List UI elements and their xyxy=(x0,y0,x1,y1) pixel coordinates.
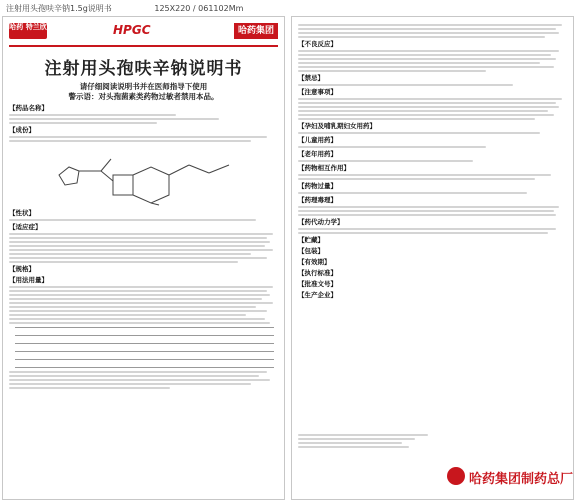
section-heading: 【药物相互作用】 xyxy=(298,164,350,172)
section-indications xyxy=(9,223,278,263)
section-text-placeholder xyxy=(9,370,278,389)
section-heading: 【包装】 xyxy=(298,247,324,255)
section-heading: 【性状】 xyxy=(9,209,35,217)
notice-line-2: 警示语：对头孢菌素类药物过敏者禁用本品。 xyxy=(68,92,219,101)
section-package xyxy=(298,247,567,256)
section-heading: 【药物过量】 xyxy=(298,182,337,190)
section-text-placeholder xyxy=(298,49,567,72)
section-interactions xyxy=(298,164,567,180)
section-description xyxy=(9,209,278,221)
section-geriatric xyxy=(298,150,567,162)
notice-block xyxy=(3,82,284,102)
brand-circle-icon xyxy=(447,467,465,485)
notice-line-1: 请仔细阅读说明书并在医师指导下使用 xyxy=(79,82,208,91)
section-manufacturer xyxy=(298,291,567,300)
section-text-placeholder xyxy=(298,83,567,86)
section-name xyxy=(9,104,278,124)
section-approval xyxy=(298,280,567,289)
section-pediatric xyxy=(298,136,567,148)
section-text-placeholder xyxy=(9,218,278,221)
section-heading: 【注意事项】 xyxy=(298,88,337,96)
section-heading: 【用法用量】 xyxy=(9,276,48,284)
section-heading: 【儿童用药】 xyxy=(298,136,337,144)
section-heading: 【孕妇及哺乳期妇女用药】 xyxy=(298,122,376,130)
table-row xyxy=(15,336,274,344)
section-heading: 【生产企业】 xyxy=(298,291,337,299)
section-heading: 【适应症】 xyxy=(9,223,42,231)
section-text-placeholder xyxy=(9,135,278,142)
leaflet-footer xyxy=(298,433,574,493)
file-header xyxy=(0,0,576,16)
section-heading: 【不良反应】 xyxy=(298,40,337,48)
brand-logo-left: 哈药 特兰欣 xyxy=(9,23,47,39)
section-heading: 【禁忌】 xyxy=(298,74,324,82)
section-pharmacokinetics xyxy=(298,218,567,234)
table-row xyxy=(15,360,274,368)
section-precautions xyxy=(298,88,567,120)
section-heading: 【规格】 xyxy=(9,265,35,273)
chemical-structure xyxy=(9,145,278,207)
chemical-structure-icon xyxy=(39,145,259,207)
spec-text: 125X220 / 061102Mm xyxy=(154,4,244,13)
section-dosage-notes xyxy=(9,370,278,389)
leaflet-sheet xyxy=(0,16,576,500)
footer-brand xyxy=(447,465,574,487)
section-text-placeholder xyxy=(298,227,567,234)
section-ingredients xyxy=(9,126,278,142)
section-heading: 【批准文号】 xyxy=(298,280,337,288)
section-text-placeholder xyxy=(298,145,567,148)
table-row xyxy=(15,344,274,352)
section-pregnancy xyxy=(298,122,567,134)
leaflet-right-column xyxy=(291,16,574,500)
section-text-placeholder xyxy=(298,191,567,194)
section-text-placeholder xyxy=(9,113,278,124)
section-heading: 【老年用药】 xyxy=(298,150,337,158)
section-text-placeholder xyxy=(298,97,567,120)
section-heading: 【贮藏】 xyxy=(298,236,324,244)
section-storage xyxy=(298,236,567,245)
table-row xyxy=(15,328,274,336)
section-expiry xyxy=(298,258,567,267)
section-text-placeholder xyxy=(298,173,567,180)
section-adverse-reactions xyxy=(298,23,567,72)
section-heading: 【药理毒理】 xyxy=(298,196,337,204)
section-overdose xyxy=(298,182,567,194)
section-contraindications xyxy=(298,74,567,86)
manufacturer-text-placeholder xyxy=(298,433,428,448)
section-heading: 【药品名称】 xyxy=(9,104,48,112)
brand-row xyxy=(9,21,278,43)
section-text-placeholder xyxy=(298,205,567,216)
section-standard xyxy=(298,269,567,278)
dosage-table xyxy=(15,327,274,368)
section-text-placeholder xyxy=(9,232,278,263)
brand-logo-hpgc: HPGC xyxy=(113,23,151,37)
section-heading: 【成份】 xyxy=(9,126,35,134)
leaflet-left-column xyxy=(2,16,285,500)
section-pharmacology xyxy=(298,196,567,216)
section-text-placeholder xyxy=(298,159,567,162)
section-heading: 【执行标准】 xyxy=(298,269,337,277)
brand-logo-right: 哈药集团 xyxy=(234,23,278,39)
section-strength xyxy=(9,265,278,274)
footer-brand-name: 哈药集团制药总厂 xyxy=(469,472,574,487)
section-dosage xyxy=(9,276,278,324)
file-name: 注射用头孢呋辛钠1.5g说明书 xyxy=(6,4,112,13)
section-text-placeholder xyxy=(298,131,567,134)
table-row xyxy=(15,352,274,360)
section-heading: 【药代动力学】 xyxy=(298,218,344,226)
section-heading: 【有效期】 xyxy=(298,258,331,266)
brand-divider xyxy=(9,45,278,47)
leaflet-title: 注射用头孢呋辛钠说明书 xyxy=(44,59,243,79)
section-text-placeholder xyxy=(9,285,278,324)
section-text-placeholder xyxy=(298,23,567,38)
